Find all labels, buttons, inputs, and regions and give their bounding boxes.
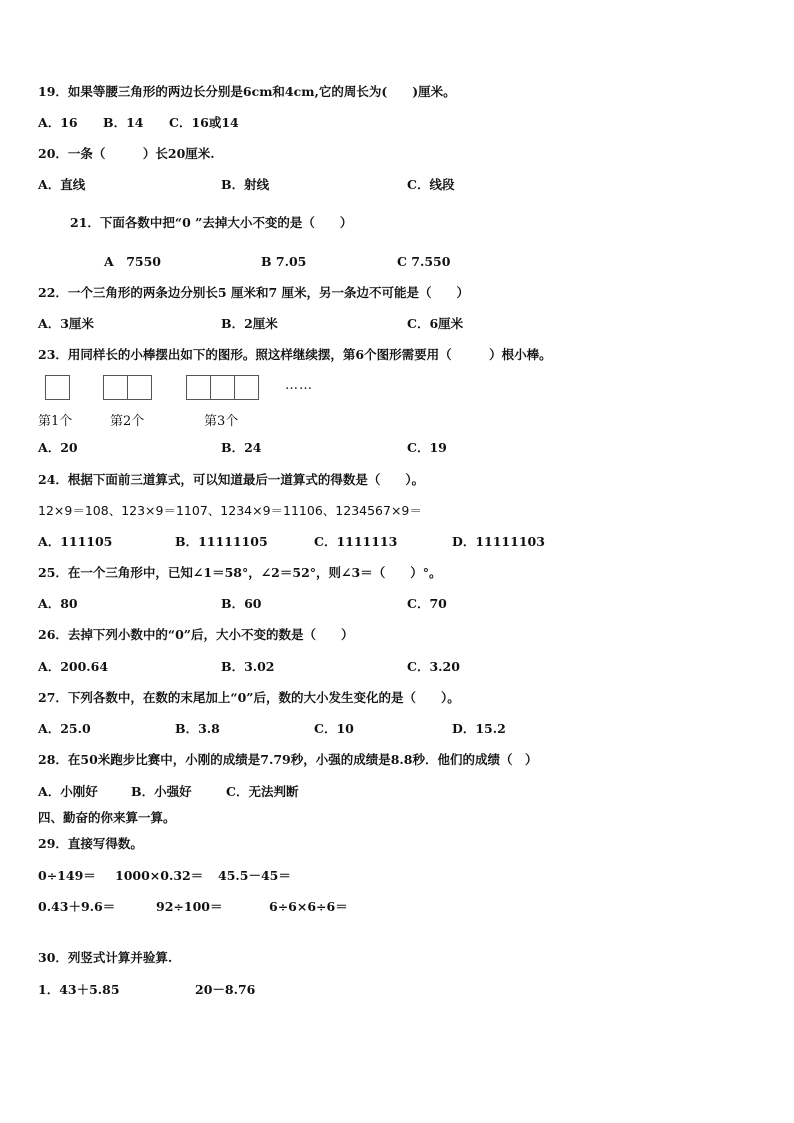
q24-option-d: D．11111103 <box>452 534 545 549</box>
q26-stem: 26．去掉下列小数中的“0”后，大小不变的数是（ ） <box>38 627 354 642</box>
figure-2-label: 第2个 <box>110 414 145 429</box>
q28-option-c: C．无法判断 <box>226 784 299 799</box>
q29-expr-6: 6÷6×6÷6＝ <box>269 899 348 914</box>
q20-option-c: C．线段 <box>407 177 455 192</box>
q20-stem: 20．一条（ ）长20厘米. <box>38 146 215 161</box>
q21-option-c: C 7.550 <box>397 254 451 269</box>
q19-option-b: B．14 <box>103 115 144 130</box>
q23-option-b: B．24 <box>221 440 262 455</box>
figure-2-squares <box>103 375 152 401</box>
figure-1-label: 第1个 <box>38 414 73 429</box>
q29-expr-2: 1000×0.32＝ <box>115 868 204 883</box>
q25-option-a: A．80 <box>38 596 78 611</box>
q27-option-c: C．10 <box>314 721 354 736</box>
stick-square <box>103 375 128 400</box>
q20-option-b: B．射线 <box>221 177 270 192</box>
q25-stem: 25．在一个三角形中，已知∠1＝58°，∠2＝52°，则∠3＝（ ）°。 <box>38 565 442 580</box>
q29-expr-5: 92÷100＝ <box>156 899 223 914</box>
q28-option-b: B．小强好 <box>131 784 192 799</box>
q21-option-a: A 7550 <box>104 254 161 269</box>
q22-option-a: A．3厘米 <box>38 316 94 331</box>
q24-option-a: A．111105 <box>38 534 113 549</box>
q30-item-1: 1．43＋5.85 <box>38 982 120 997</box>
q29-expr-1: 0÷149＝ <box>38 868 96 883</box>
q23-stem: 23．用同样长的小棒摆出如下的图形。照这样继续摆，第6个图形需要用（ ）根小棒。 <box>38 347 552 362</box>
q20-option-a: A．直线 <box>38 177 86 192</box>
q27-stem: 27．下列各数中，在数的末尾加上“0”后，数的大小发生变化的是（ ）。 <box>38 690 460 705</box>
stick-square <box>235 375 259 400</box>
q26-option-c: C．3.20 <box>407 659 460 674</box>
q28-option-a: A．小刚好 <box>38 784 98 799</box>
stick-square <box>128 375 152 400</box>
q29-expr-3: 45.5－45＝ <box>218 868 291 883</box>
q29-expr-4: 0.43＋9.6＝ <box>38 899 116 914</box>
section-4-heading: 四、勤奋的你来算一算。 <box>38 810 176 825</box>
figure-3-label: 第3个 <box>204 414 239 429</box>
q26-option-b: B．3.02 <box>221 659 275 674</box>
stick-square <box>211 375 235 400</box>
q22-stem: 22．一个三角形的两条边分别长5 厘米和7 厘米，另一条边不可能是（ ） <box>38 285 469 300</box>
q23-option-a: A．20 <box>38 440 78 455</box>
q29-stem: 29．直接写得数。 <box>38 836 143 851</box>
q27-option-b: B．3.8 <box>175 721 220 736</box>
q21-option-b: B 7.05 <box>261 254 307 269</box>
q24-formula: 12×9＝108、123×9＝1107、1234×9＝11106、1234567×9＝ <box>38 503 422 518</box>
q22-option-c: C．6厘米 <box>407 316 464 331</box>
q25-option-b: B．60 <box>221 596 262 611</box>
q30-item-2: 20－8.76 <box>195 982 256 997</box>
q24-option-b: B．11111105 <box>175 534 268 549</box>
q23-option-c: C．19 <box>407 440 447 455</box>
q30-stem: 30．列竖式计算并验算. <box>38 950 173 965</box>
q27-option-a: A．25.0 <box>38 721 91 736</box>
figure-ellipsis: …… <box>285 378 313 393</box>
q24-stem: 24．根据下面前三道算式，可以知道最后一道算式的得数是（ ）。 <box>38 472 425 487</box>
q26-option-a: A．200.64 <box>38 659 109 674</box>
q27-option-d: D．15.2 <box>452 721 506 736</box>
figure-3-squares <box>186 375 259 401</box>
q28-stem: 28．在50米跑步比赛中，小刚的成绩是7.79秒，小强的成绩是8.8秒．他们的成绩（ ） <box>38 752 538 767</box>
q19-stem: 19．如果等腰三角形的两边长分别是6cm和4cm,它的周长为( )厘米。 <box>38 84 456 99</box>
q22-option-b: B．2厘米 <box>221 316 278 331</box>
stick-square <box>45 375 70 400</box>
q24-option-c: C．1111113 <box>314 534 398 549</box>
q25-option-c: C．70 <box>407 596 447 611</box>
q19-option-c: C．16或14 <box>169 115 239 130</box>
q19-option-a: A．16 <box>38 115 78 130</box>
figure-1-squares <box>45 375 70 401</box>
stick-square <box>186 375 211 400</box>
q21-stem: 21．下面各数中把“0 ”去掉大小不变的是（ ） <box>70 215 353 230</box>
